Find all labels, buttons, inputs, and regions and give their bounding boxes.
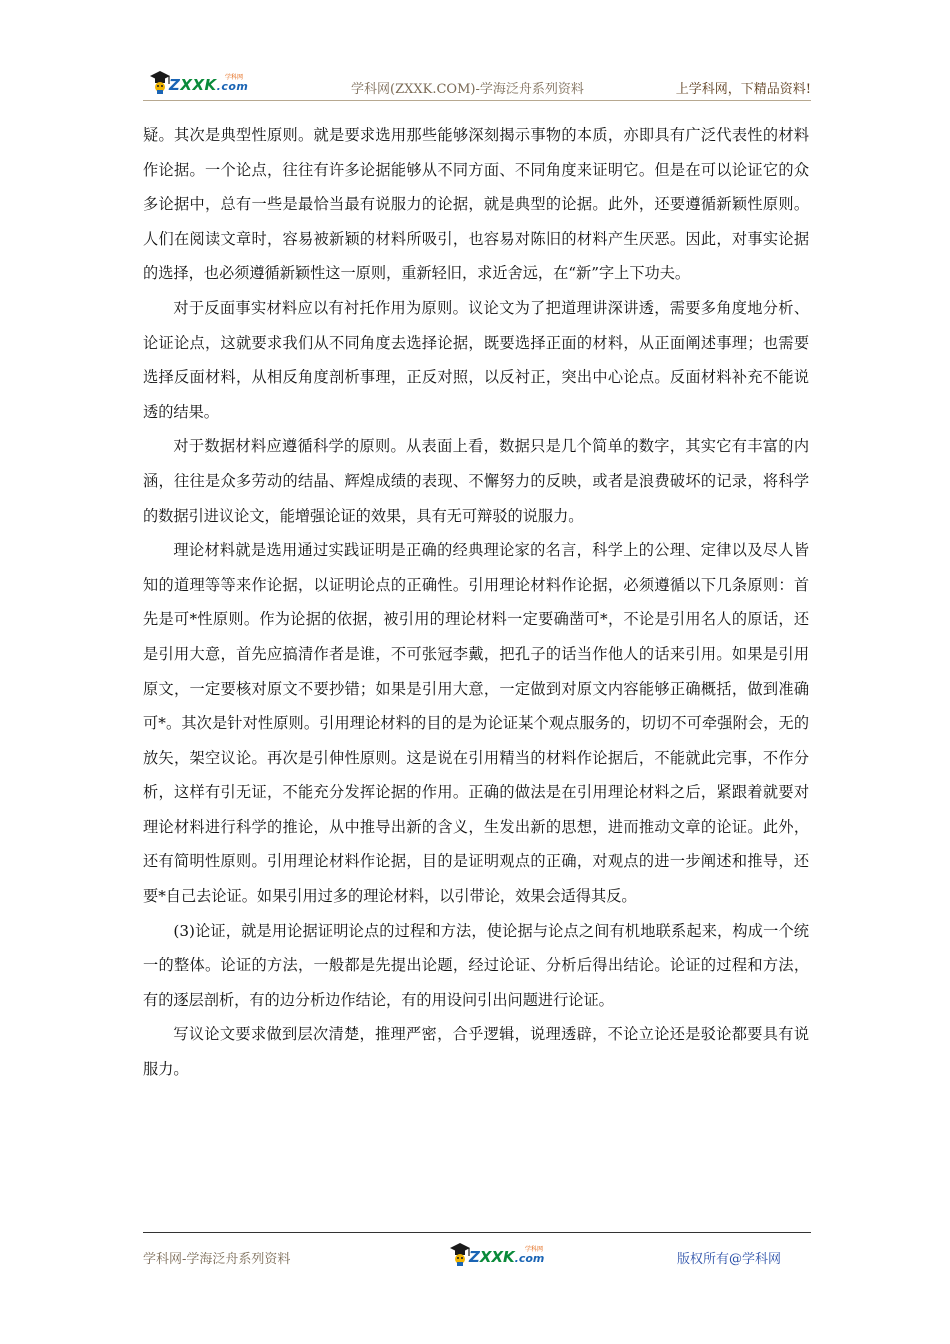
footer-logo-badge: 学科网: [525, 1246, 544, 1253]
paragraph-2: 对于反面事实材料应以有衬托作用为原则。议论文为了把道理讲深讲透，需要多角度地分析、论证论点，这就要求我们从不同角度去选择论据，既要选择正面的材料，从正面阐述事理；也需要选择反面材料，从相反角度剖析事理，正反对照，以反衬正，突出中心论点。反面材料补充不能说透的结果。: [143, 298, 809, 421]
header-center-title: 学科网(ZXXK.COM)-学海泛舟系列资料: [351, 82, 584, 97]
page-header: [143, 66, 811, 106]
logo-badge: 学科网: [225, 74, 244, 81]
document-body: [143, 118, 809, 1087]
footer-left-text: 学科网-学海泛舟系列资料: [143, 1252, 291, 1267]
paragraph-5: (3)论证，就是用论据证明论点的过程和方法，使论据与论点之间有机地联系起来，构成一个统一的整体。论证的方法，一般都是先提出论题，经过论证、分析后得出结论。论证的过程和方法，有的逐层剖析，有的边分析边作结论，有的用设问引出问题进行论证。: [143, 921, 809, 1009]
paragraph-3: 对于数据材料应遵循科学的原则。从表面上看，数据只是几个简单的数字，其实它有丰富的内涵，往往是众多劳动的结晶、辉煌成绩的表现、不懈努力的反映，或者是浪费破坏的记录，将科学的数据引进议论文，能增强论证的效果，具有无可辩驳的说服力。: [143, 437, 809, 525]
header-slogan: 上学科网，下精品资料!: [675, 82, 811, 97]
logo-wordmark: ZXXK.com: [169, 76, 249, 94]
graduation-cap-icon: [149, 68, 171, 94]
footer-copyright: 版权所有@学科网: [676, 1252, 781, 1267]
paragraph-4: 理论材料就是选用通过实践证明是正确的经典理论家的名言，科学上的公理、定律以及尽人皆知的道理等等来作论据，以证明论点的正确性。引用理论材料作论据，必须遵循以下几条原则：首先是可*性原则。作为论据的依据，被引用的理论材料一定要确凿可*，不论是引用名人的原话，还是引用大意，首先应搞清作者是谁，不可张冠李戴，把孔子的话当作他人的话来引用。如果是引用原文，一定要核对原文不要抄错；如果是引用大意，一定做到对原文内容能够正确概括，做到准确可*。其次是针对性原则。引用理论材料的目的是为论证某个观点服务的，切切不可牵强附会，无的放矢，架空议论。再次是引伸性原则。这是说在引用精当的材料作论据后，不能就此完事，不作分析，这样有引无证，不能充分发挥论据的作用。正确的做法是在引用理论材料之后，紧跟着就要对理论材料进行科学的推论，从中推导出新的含义，生发出新的思想，进而推动文章的论证。此外，还有简明性原则。引用理论材料作论据，目的是证明观点的正确，对观点的进一步阐述和推导，还要*自己去论证。如果引用过多的理论材料，以引带论，效果会适得其反。: [143, 541, 809, 906]
footer-logo-wordmark: ZXXK.com: [469, 1248, 545, 1266]
graduation-cap-icon: [449, 1240, 471, 1266]
zxxk-logo: [143, 66, 253, 102]
page-footer: [143, 1232, 811, 1282]
header-rule: [143, 100, 811, 101]
paragraph-6: 写议论文要求做到层次清楚，推理严密，合乎逻辑，说理透辟，不论立论还是驳论都要具有说服力。: [143, 1025, 809, 1079]
footer-rule: [143, 1232, 811, 1233]
paragraph-1: 疑。其次是典型性原则。就是要求选用那些能够深刻揭示事物的本质，亦即具有广泛代表性的材料作论据。一个论点，往往有许多论据能够从不同方面、不同角度来证明它。但是在可以论证它的众多论据中，总有一些是最恰当最有说服力的论据，就是典型的论据。此外，还要遵循新颖性原则。人们在阅读文章时，容易被新颖的材料所吸引，也容易对陈旧的材料产生厌恶。因此，对事实论据的选择，也必须遵循新颖性这一原则，重新轻旧，求近舍远，在“新”字上下功夫。: [143, 126, 809, 283]
footer-logo: [443, 1238, 553, 1274]
